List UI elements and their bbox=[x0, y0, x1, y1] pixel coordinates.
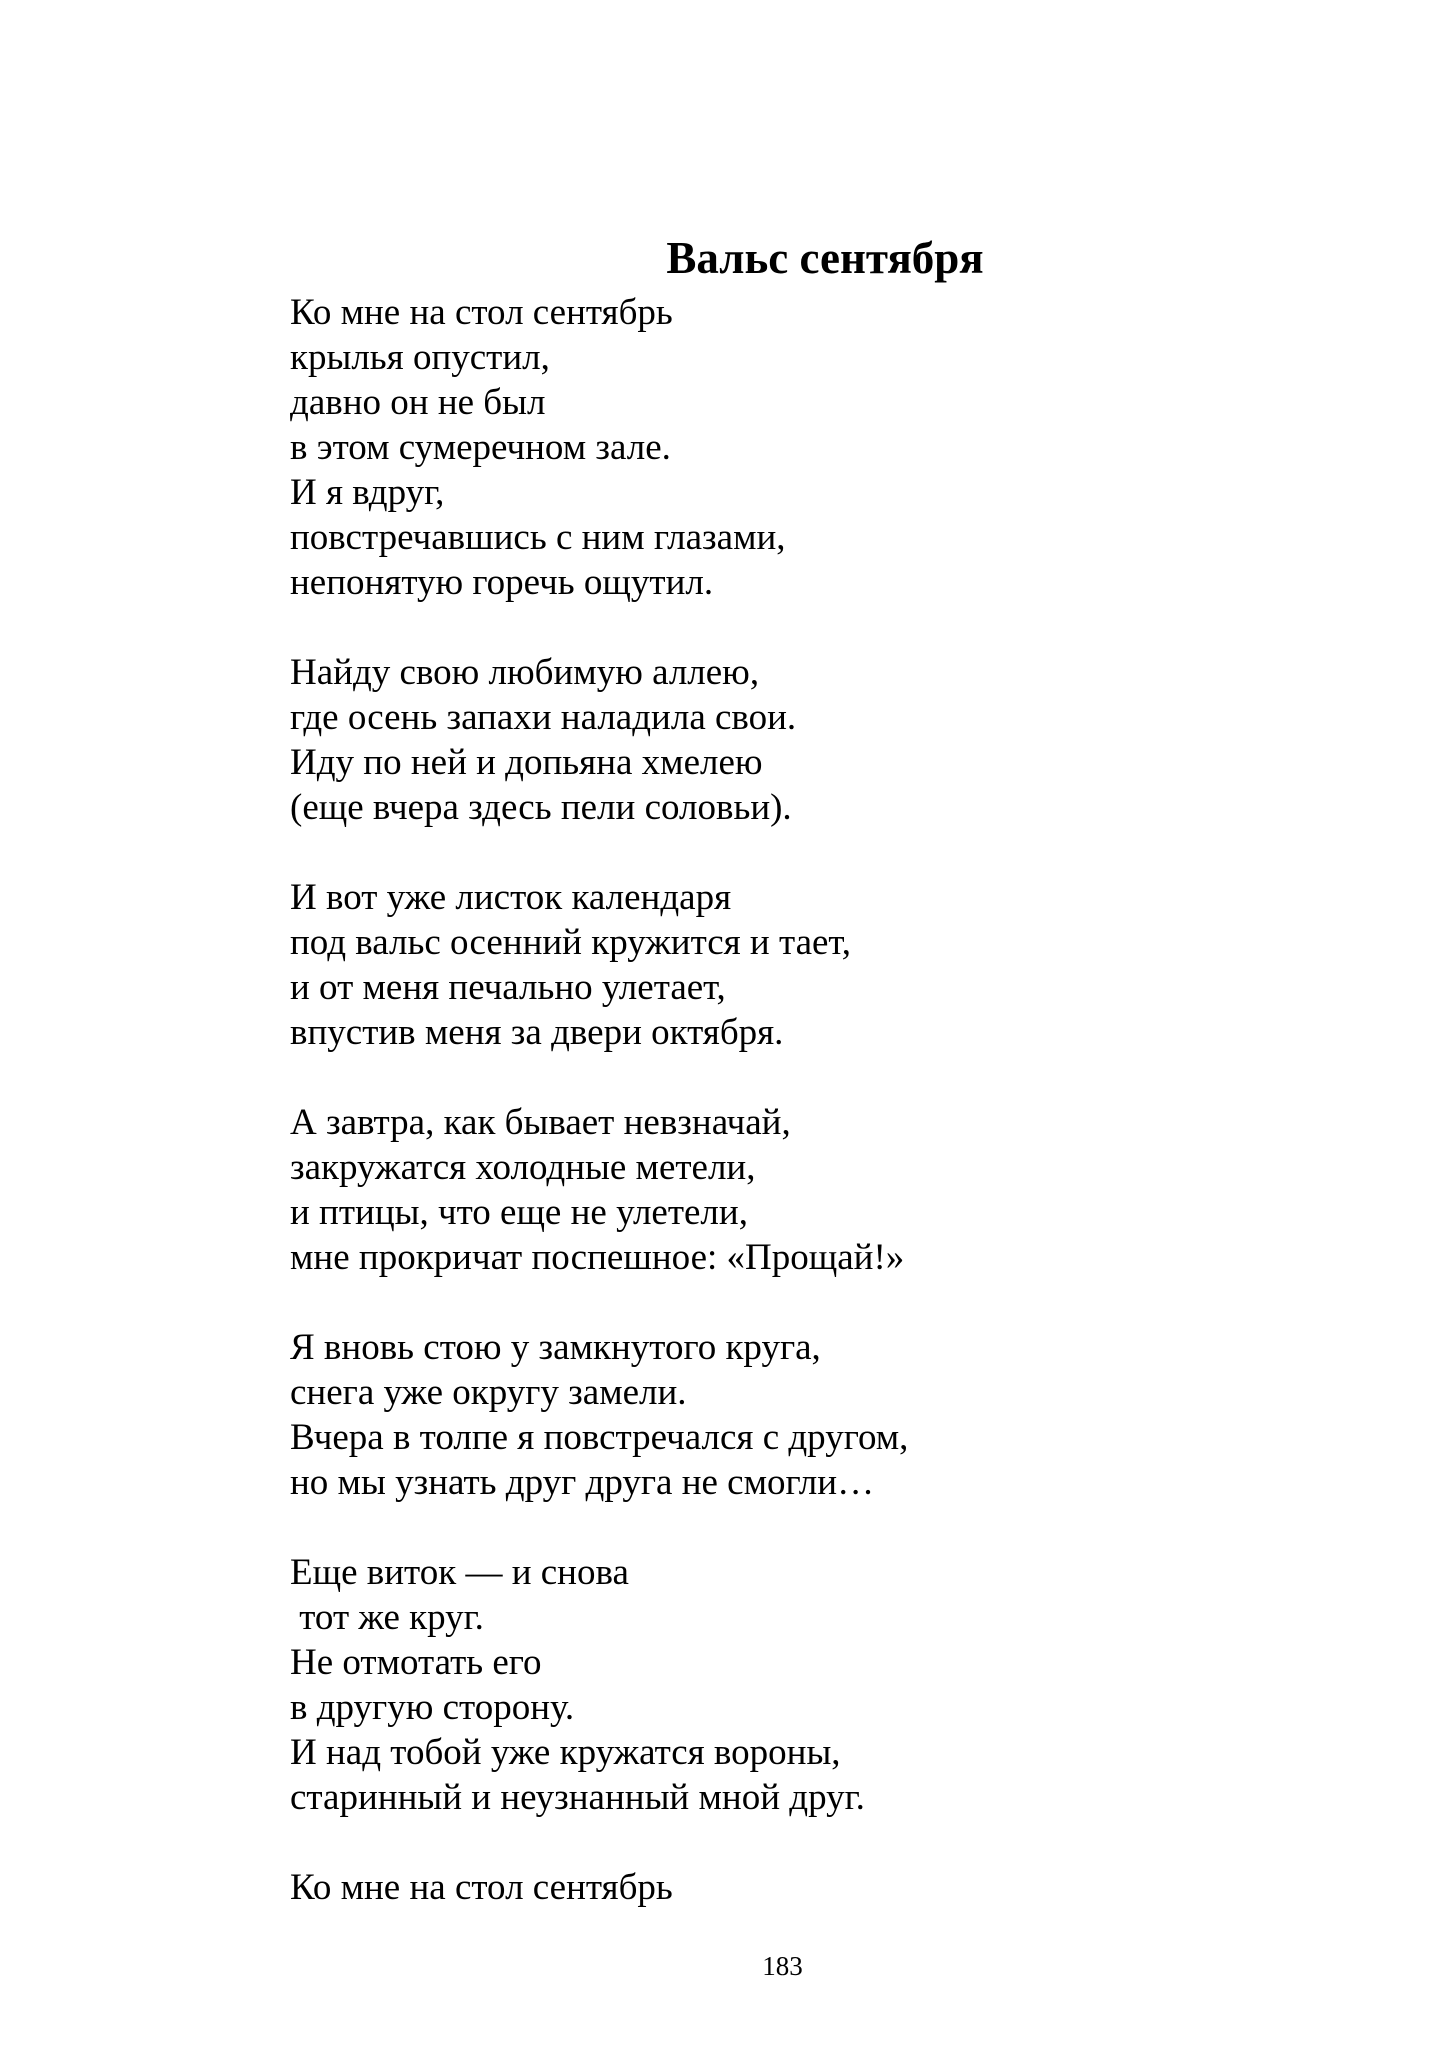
stanza-4 bbox=[290, 1100, 1290, 1280]
poem-line: и птицы, что еще не улетели, bbox=[290, 1192, 748, 1233]
stanza-1 bbox=[290, 290, 1290, 605]
poem-line: А завтра, как бывает невзначай, bbox=[290, 1102, 791, 1143]
poem-line: тот же круг. bbox=[290, 1597, 484, 1638]
poem-line: Я вновь стою у замкнутого круга, bbox=[290, 1327, 821, 1368]
poem-line: мне прокричат поспешное: «Прощай!» bbox=[290, 1237, 905, 1278]
poem-line: И я вдруг, bbox=[290, 472, 445, 513]
poem-line: (еще вчера здесь пели соловьи). bbox=[290, 787, 792, 828]
poem-line: впустив меня за двери октября. bbox=[290, 1012, 784, 1053]
poem-line: Иду по ней и допьяна хмелею bbox=[290, 742, 763, 783]
stanza-5 bbox=[290, 1325, 1290, 1505]
poem-line: Еще виток — и снова bbox=[290, 1552, 629, 1593]
poem-line: старинный и неузнанный мной друг. bbox=[290, 1777, 865, 1818]
poem-line: снега уже округу замели. bbox=[290, 1372, 687, 1413]
stanza-7 bbox=[290, 1865, 1290, 1910]
poem-line: Ко мне на стол сентябрь bbox=[290, 292, 673, 333]
poem-line: непонятую горечь ощутил. bbox=[290, 562, 714, 603]
poem-line: но мы узнать друг друга не смогли… bbox=[290, 1462, 875, 1503]
poem-line: И вот уже листок календаря bbox=[290, 877, 732, 918]
poem-line: повстречавшись с ним глазами, bbox=[290, 517, 786, 558]
stanza-3 bbox=[290, 875, 1290, 1055]
poem-line: давно он не был bbox=[290, 382, 546, 423]
poem-line: Вчера в толпе я повстречался с другом, bbox=[290, 1417, 909, 1458]
poem-line: Не отмотать его bbox=[290, 1642, 542, 1683]
stanza-2 bbox=[290, 650, 1290, 830]
poem-line: в другую сторону. bbox=[290, 1687, 575, 1728]
page-number: 183 bbox=[762, 1951, 803, 1981]
stanza-6 bbox=[290, 1550, 1290, 1820]
poem-line: Найду свою любимую аллею, bbox=[290, 652, 760, 693]
poem-title: Вальс сентября bbox=[666, 233, 984, 283]
poem-line: Ко мне на стол сентябрь bbox=[290, 1867, 673, 1908]
poem-line: И над тобой уже кружатся вороны, bbox=[290, 1732, 841, 1773]
poem-line: и от меня печально улетает, bbox=[290, 967, 726, 1008]
poem-line: крылья опустил, bbox=[290, 337, 550, 378]
poem-line: под вальс осенний кружится и тает, bbox=[290, 922, 852, 963]
poem-body bbox=[290, 290, 1290, 1955]
poem-line: где осень запахи наладила свои. bbox=[290, 697, 797, 738]
poem-line: закружатся холодные метели, bbox=[290, 1147, 756, 1188]
poem-line: в этом сумеречном зале. bbox=[290, 427, 671, 468]
